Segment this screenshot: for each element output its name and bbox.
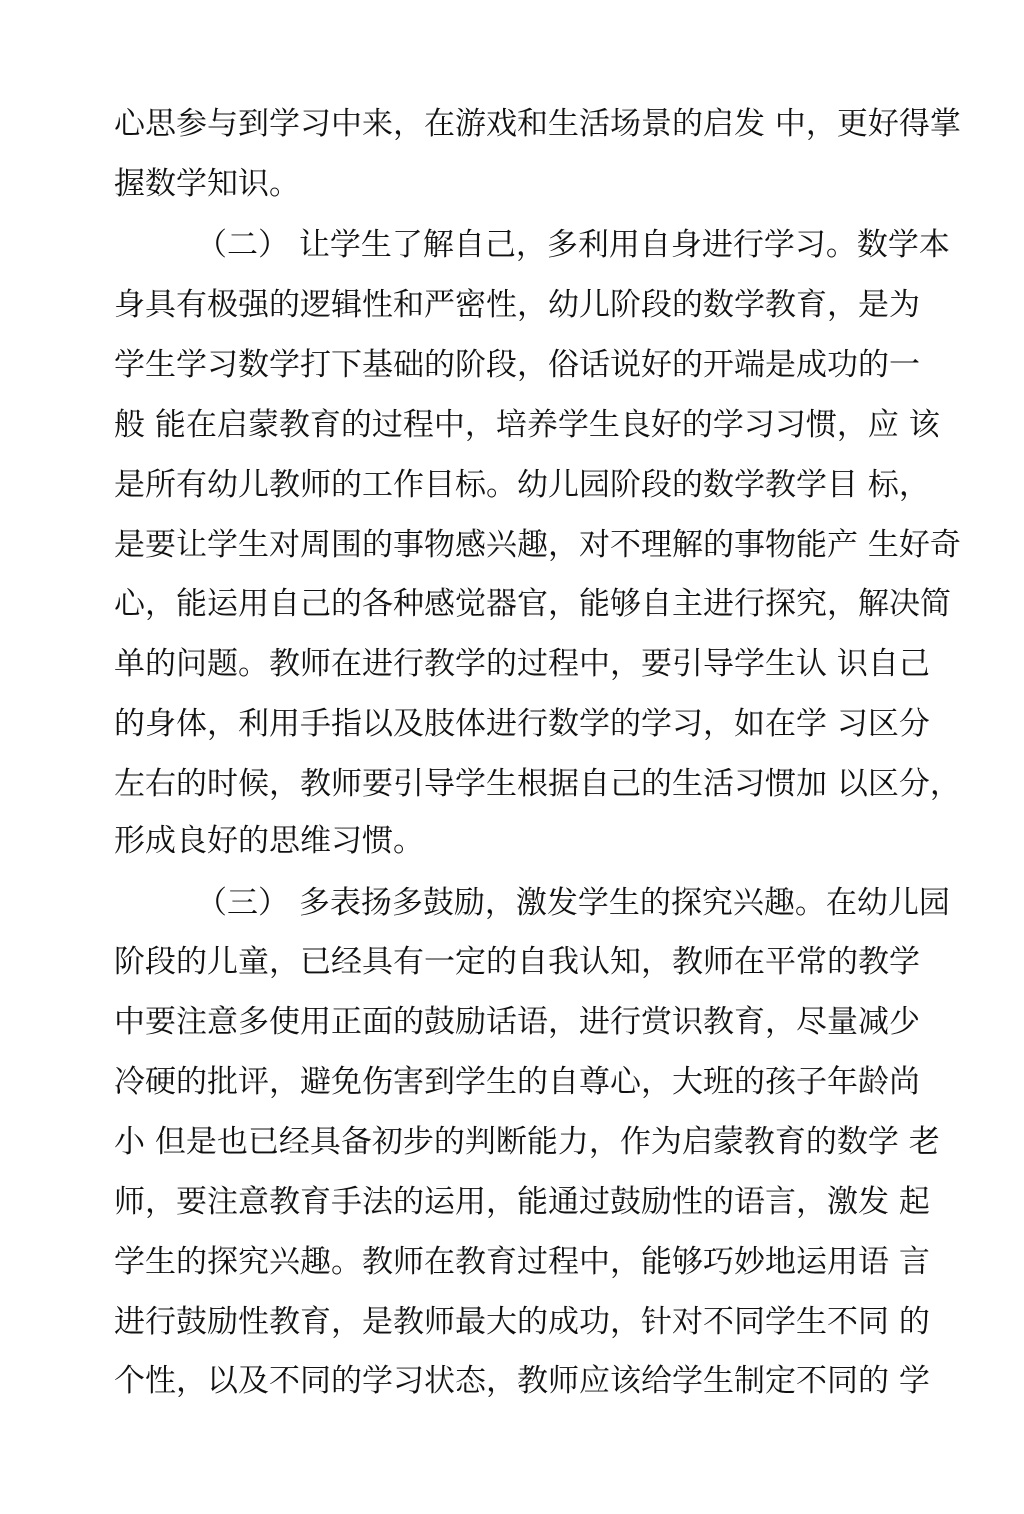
section-two-heading-line: （二） 让学生了解自己，多利用自身进行学习。数学本 xyxy=(196,227,950,263)
text-line-5: 学生学习数学打下基础的阶段，俗话说好的开端是成功的一 xyxy=(114,347,920,383)
text-line-12: 左右的时候，教师要引导学生根据自己的生活习惯加 以区分， xyxy=(114,766,961,802)
text-line-17: 冷硬的批评，避免伤害到学生的自尊心，大班的孩子年龄尚 xyxy=(114,1064,920,1100)
section-three-heading-line: （三） 多表扬多鼓励，激发学生的探究兴趣。在幼儿园 xyxy=(196,885,950,921)
text-line-22: 个性，以及不同的学习状态，教师应该给学生制定不同的 学 xyxy=(114,1363,930,1399)
text-line-1: 心思参与到学习中来，在游戏和生活场景的启发 中，更好得掌 xyxy=(114,106,961,142)
text-line-21: 进行鼓励性教育，是教师最大的成功，针对不同学生不同 的 xyxy=(114,1304,930,1340)
text-line-2: 握数学知识。 xyxy=(114,166,300,202)
text-line-20: 学生的探究兴趣。教师在教育过程中，能够巧妙地运用语 言 xyxy=(114,1244,930,1280)
text-line-8: 是要让学生对周围的事物感兴趣，对不理解的事物能产 生好奇 xyxy=(114,527,961,563)
text-line-11: 的身体，利用手指以及肢体进行数学的学习，如在学 习区分 xyxy=(114,706,930,742)
text-line-13: 形成良好的思维习惯。 xyxy=(114,823,424,859)
text-line-9: 心，能运用自己的各种感觉器官，能够自主进行探究，解决简 xyxy=(114,586,951,622)
text-line-18: 小 但是也已经具备初步的判断能力，作为启蒙教育的数学 老 xyxy=(114,1124,940,1160)
text-line-6: 般 能在启蒙教育的过程中，培养学生良好的学习习惯，应 该 xyxy=(114,407,940,443)
text-line-16: 中要注意多使用正面的鼓励话语，进行赏识教育，尽量减少 xyxy=(114,1004,920,1040)
text-line-10: 单的问题。教师在进行教学的过程中，要引导学生认 识自己 xyxy=(114,646,930,682)
text-line-4: 身具有极强的逻辑性和严密性，幼儿阶段的数学教育，是为 xyxy=(114,287,920,323)
text-line-7: 是所有幼儿教师的工作目标。幼儿园阶段的数学教学目 标， xyxy=(114,467,930,503)
text-line-19: 师，要注意教育手法的运用，能通过鼓励性的语言，激发 起 xyxy=(114,1184,930,1220)
text-line-15: 阶段的儿童，已经具有一定的自我认知，教师在平常的教学 xyxy=(114,944,920,980)
